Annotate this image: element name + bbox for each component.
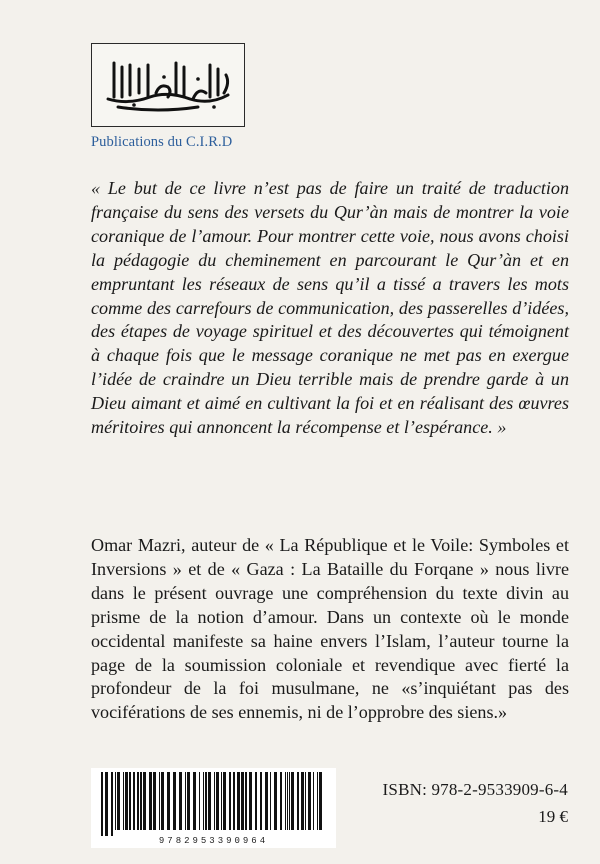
barcode-bar (193, 772, 196, 830)
isbn-number: ISBN: 978-2-9533909-6-4 (382, 780, 568, 799)
barcode-bar (173, 772, 176, 830)
barcode-bar (245, 772, 247, 830)
barcode-bar (214, 772, 215, 830)
barcode-bar (143, 772, 146, 830)
barcode-bar (305, 772, 306, 830)
book-quote: « Le but de ce livre n’est pas de faire un traité de traduction française du sens des versets du Qur’àn mais de montrer la voie coranique de l’amour. Pour montrer cette voie, nous avons choisi la pédagogie du cheminement en parcourant le Qur’àn et en empruntant les réseaux de sens qu’il a tissé a travers les mots comme des carrefours de communication, des passerelles d’idées, des étapes de voyage spirituel et des découvertes qui témoignent à chaque fois que le message coranique ne met pas en exergue l’idée de craindre un Dieu terrible mais de prendre garde à un Dieu aimant et aimé en cultivant la foi et en réalisant des œuvres méritoires qui annoncent la récompense et l’espérance. » (91, 178, 569, 438)
barcode-bar (105, 772, 108, 836)
barcode-bar (319, 772, 322, 830)
barcode-bar (203, 772, 204, 830)
barcode-bar (123, 772, 124, 830)
barcode-bar (137, 772, 139, 830)
shahada-calligraphy-icon (98, 53, 238, 117)
barcode-digits: 9782953390964 (158, 836, 269, 846)
barcode-bar (233, 772, 235, 830)
barcode-bar (101, 772, 103, 836)
barcode-bar (265, 772, 268, 830)
barcode-bar (140, 772, 142, 830)
barcode-bar (249, 772, 252, 830)
logo-frame (91, 43, 245, 127)
barcode-bar (133, 772, 135, 830)
barcode-bar (179, 772, 182, 830)
barcode-bar (270, 772, 271, 830)
barcode-bar (287, 772, 288, 830)
barcode-bar (161, 772, 164, 830)
publisher-name: Publications du C.I.R.D (91, 134, 233, 150)
barcode-bar (229, 772, 231, 830)
barcode-bar (308, 772, 311, 830)
barcode-bar (167, 772, 170, 830)
barcode-bar (313, 772, 314, 830)
barcode-bar (260, 772, 262, 830)
barcode-bar (301, 772, 304, 830)
barcode-bar (216, 772, 219, 830)
barcode-bar (199, 772, 200, 830)
barcode-bar (291, 772, 294, 830)
barcode-bars (91, 768, 336, 836)
author-description: Omar Mazri, auteur de « La République et le Voile: Symboles et Inversions » et de « Gaza : La Bataille du Forqane » nous livre dans le présent ouvrage une compréhension du texte divin au prisme de la notion d’amour. Dans un contexte où le monde occidental manifeste sa haine envers l’Islam, l’auteur tourne la page de la soumission coloniale et revendique avec fierté la profondeur de la foi musulmane, ne «s’inquiétant pas des vociférations de ses ennemis, ni de l’opprobre des siens.» (91, 535, 569, 723)
barcode-bar (255, 772, 257, 830)
barcode-bar (208, 772, 211, 830)
barcode-bar (205, 772, 207, 830)
barcode-bar (223, 772, 226, 830)
barcode-bar (115, 772, 116, 830)
barcode-bar (280, 772, 282, 830)
barcode-bar (221, 772, 222, 830)
barcode-bar (159, 772, 160, 830)
barcode-bar (285, 772, 286, 830)
barcode-bar (149, 772, 152, 830)
barcode (91, 768, 336, 848)
barcode-bar (297, 772, 299, 830)
price-label: 19 € (538, 807, 568, 826)
barcode-bar (153, 772, 156, 830)
barcode-bar (317, 772, 318, 830)
barcode-bar (129, 772, 131, 830)
barcode-bar (117, 772, 120, 830)
barcode-bar (185, 772, 186, 830)
barcode-bar (289, 772, 290, 830)
barcode-bar (274, 772, 277, 830)
barcode-bar (241, 772, 244, 830)
barcode-bar (237, 772, 240, 830)
barcode-bar (187, 772, 190, 830)
barcode-bar (111, 772, 113, 836)
barcode-bar (125, 772, 128, 830)
